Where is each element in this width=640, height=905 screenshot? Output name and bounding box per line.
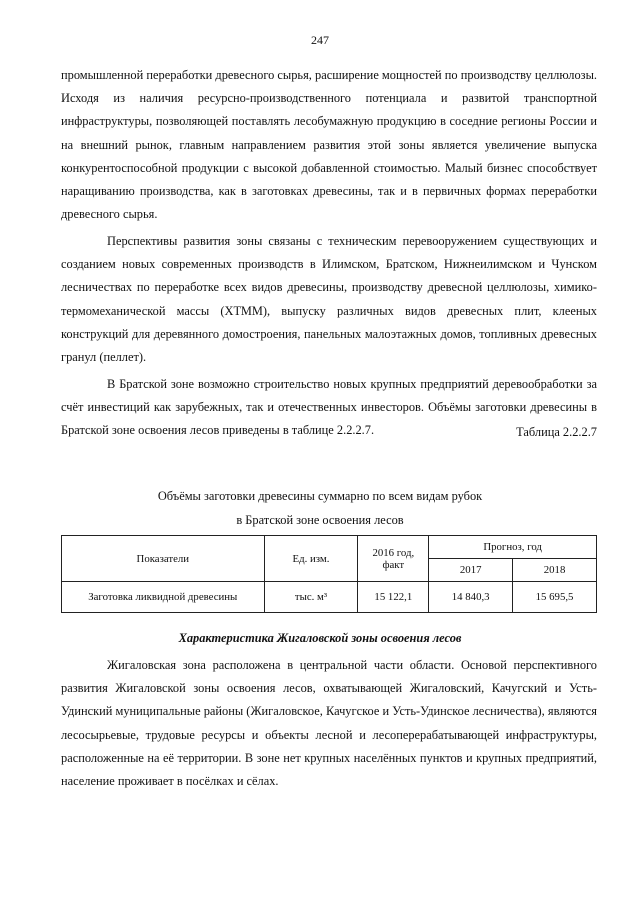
page-number: 247: [311, 33, 329, 47]
cell-unit: тыс. м³: [264, 582, 358, 613]
paragraph-development-prospects: Перспективы развития зоны связаны с техническим перевооружением существующих и созданием новых современных производств в Илимском, Братском, Нижнеилимском и Чунском лесничествах по переработке всех видов древесины, производству древесной целлюлозы, химико-термомеханической массы (ХТММ), выпуску различных видов древесных плит, клееных конструкций для деревянного домостроения, панельных малоэтажных домов, топливных древесных гранул (пеллет).: [61, 234, 597, 365]
section-heading: Характеристика Жигаловской зоны освоения лесов: [178, 631, 462, 645]
header-2017: 2017: [429, 559, 513, 582]
header-2018: 2018: [513, 559, 597, 582]
header-indicator: Показатели: [62, 536, 265, 582]
table-title-line-2: в Братской зоне освоения лесов: [236, 513, 404, 527]
header-forecast: Прогноз, год: [429, 536, 597, 559]
paragraph-bratsk-zone: В Братской зоне возможно строительство новых крупных предприятий деревообработки за счёт инвестиций как зарубежных, так и отечественных инвесторов. Объёмы заготовки древесины в Братской зоне освоения лесов приведены в таблице 2.2.2.7.: [61, 377, 597, 438]
cell-2017: 14 840,3: [429, 582, 513, 613]
paragraph-continued: промышленной переработки древесного сырья, расширение мощностей по производству целлюлозы. Исходя из наличия ресурсно-производственного потенциала и развитой транспортной инфраструктуры, позволяющей поставлять лесобумажную продукцию в соседние регионы России и на внешний рынок, главным направлением развития этой зоны является увеличение выпуска конкурентоспособной продукции с высокой добавленной стоимостью. Малый бизнес способствует наращиванию производства, как в заготовках древесины, так и в первичных формах переработки древесного сырья.: [61, 68, 597, 222]
table-header-row: [62, 536, 597, 559]
header-unit: Ед. изм.: [264, 536, 358, 582]
table-title-line-1: Объёмы заготовки древесины суммарно по всем видам рубок: [157, 489, 483, 503]
cell-2018: 15 695,5: [513, 582, 597, 613]
table-caption: Таблица 2.2.2.7: [516, 425, 597, 439]
harvest-volume-table: [61, 535, 597, 613]
cell-2016-fact: 15 122,1: [358, 582, 429, 613]
table-title: [0, 484, 640, 532]
paragraph-zhigalovo-zone: Жигаловская зона расположена в центральной части области. Основой перспективного развития Жигаловской зоны освоения лесов, охватывающей Жигаловский, Качугский и Усть-Удинский муниципальные районы (Жигаловское, Качугское и Усть-Удинское лесничества), являются лесосырьевые, трудовые ресурсы и объекты лесной и лесоперерабатывающей инфраструктуры, расположенные на её территории. В зоне нет крупных населённых пунктов и крупных предприятий, население проживает в посёлках и сёлах.: [61, 658, 597, 789]
cell-indicator: Заготовка ликвидной древесины: [62, 582, 265, 613]
header-2016-fact: 2016 год, факт: [358, 536, 429, 582]
table-row: [62, 582, 597, 613]
